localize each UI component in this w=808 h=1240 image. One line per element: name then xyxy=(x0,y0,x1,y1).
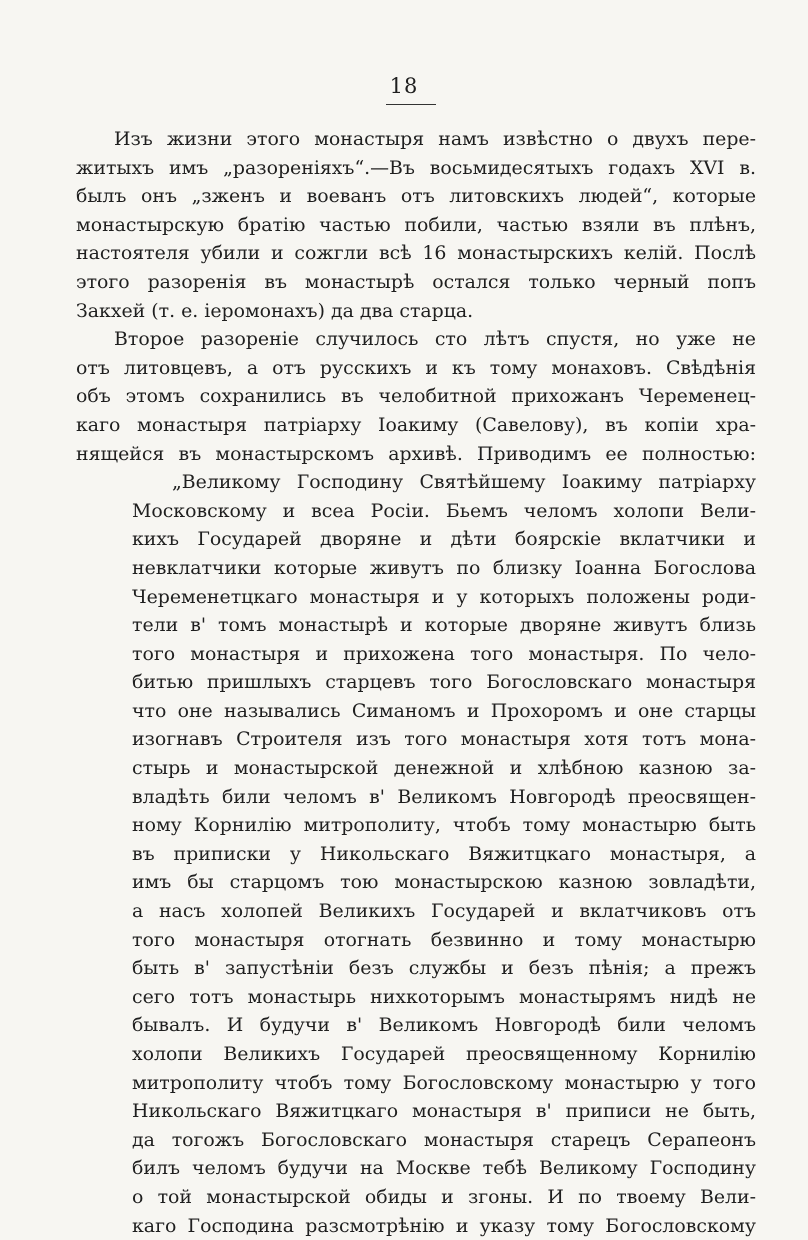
text-line: этого разоренія въ монастырѣ остался только черный попъ xyxy=(76,270,756,293)
text-line: быть в' запустѣніи безъ службы и безъ пѣнія; а прежъ xyxy=(132,957,756,980)
text-line: Никольскаго Вяжитцкаго монастыря в' приписи не быть, xyxy=(132,1100,756,1123)
text-line: бывалъ. И будучи в' Великомъ Новгородѣ били челомъ xyxy=(132,1014,756,1037)
text-line: Второе разореніе случилось сто лѣтъ спустя, но уже не xyxy=(114,328,756,351)
text-line: митрополиту чтобъ тому Богословскому монастырю у того xyxy=(132,1071,756,1094)
text-line: владѣть били челомъ в' Великомъ Новгородѣ преосвящен- xyxy=(132,785,756,808)
text-line: въ приписки у Никольскаго Вяжитцкаго монастыря, а xyxy=(132,842,756,865)
text-line: житыхъ имъ „разореніяхъ“.—Въ восьмидесятыхъ годахъ XVI в. xyxy=(76,156,756,179)
text-line: да тогожъ Богословскаго монастыря старецъ Серапеонъ xyxy=(132,1128,756,1151)
text-line: каго Господина разсмотрѣнію и указу тому Богословскому xyxy=(132,1214,756,1237)
text-line: настоятеля убили и сожгли всѣ 16 монастырскихъ келій. Послѣ xyxy=(76,242,756,265)
text-line: отъ литовцевъ, а отъ русскихъ и къ тому монаховъ. Свѣдѣнія xyxy=(76,356,756,379)
text-line: а насъ холопей Великихъ Государей и вклатчиковъ отъ xyxy=(132,900,756,923)
text-line: былъ онъ „зженъ и воеванъ отъ литовскихъ людей“, которые xyxy=(76,185,756,208)
text-line: имъ бы старцомъ тою монастырскою казною зовладѣти, xyxy=(132,871,756,894)
text-line: изогнавъ Строителя изъ того монастыря хотя тотъ мона- xyxy=(132,728,756,751)
text-line: Закхей (т. е. іеромонахъ) да два старца. xyxy=(76,299,474,322)
text-line: объ этомъ сохранились въ челобитной прихожанъ Черемeнец- xyxy=(76,385,756,408)
text-line: что оне назывались Симаномъ и Прохоромъ и оне старцы xyxy=(132,699,756,722)
text-line: монастырскую братію частью побили, частью взяли въ плѣнъ, xyxy=(76,213,756,236)
body-text xyxy=(76,125,756,1240)
text-line: холопи Великихъ Государей преосвященному Корнилію xyxy=(132,1043,756,1065)
text-line: битью пришлыхъ старцевъ того Богословскаго монастыря xyxy=(132,671,756,694)
text-line: билъ челомъ будучи на Москве тебѣ Великому Господину xyxy=(132,1157,756,1180)
text-line: стырь и монастырской денежной и хлѣбною казною за- xyxy=(132,757,756,780)
page-number: 18 xyxy=(389,74,419,98)
text-line: Черeменетцкаго монастыря и у которыхъ положены роди- xyxy=(132,585,756,608)
text-line: каго монастыря патріарху Іоакиму (Савелову), въ копіи хра- xyxy=(76,413,756,436)
page-number-rule xyxy=(386,104,436,105)
text-line: ному Корнилію митрополиту, чтобъ тому монастырю быть xyxy=(132,814,756,837)
text-line: невклатчики которые живутъ по близку Іоанна Богослова xyxy=(132,556,756,579)
text-line: того монастыря отогнать безвинно и тому монастырю xyxy=(132,928,756,951)
text-line: о той монастырской обиды и згоны. И по твоему Вели- xyxy=(132,1185,756,1208)
text-line: нящейся въ монастырскомъ архивѣ. Приводимъ ее полностью: xyxy=(76,442,756,465)
text-line: „Великому Господину Святѣйшему Іоакиму патріарху xyxy=(172,471,756,494)
text-line: Изъ жизни этого монастыря намъ извѣстно о двухъ пере- xyxy=(114,128,756,150)
text-line: того монастыря и прихожена того монастыря. По чело- xyxy=(132,642,756,665)
text-line: тели в' томъ монастырѣ и которые дворяне живутъ близь xyxy=(132,614,756,637)
text-line: сего тотъ монастырь нихкоторымъ монастырямъ нидѣ не xyxy=(132,985,756,1008)
text-line: кихъ Государей дворяне и дѣти боярскіе вклатчики и xyxy=(132,528,756,551)
text-line: Московскому и всеа Росіи. Бьемъ челомъ холопи Вели- xyxy=(132,499,756,522)
